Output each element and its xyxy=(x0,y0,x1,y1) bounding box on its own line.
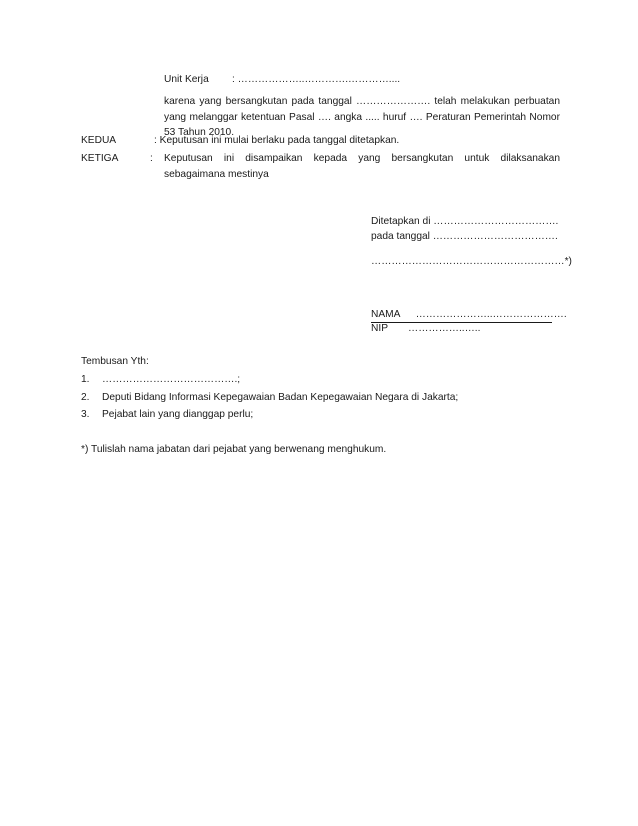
tembusan-item-number: 2. xyxy=(81,392,90,403)
nama-line xyxy=(371,308,567,323)
ditetapkan-line: Ditetapkan di ………………………………. xyxy=(371,216,559,227)
ketiga-label: KETIGA xyxy=(81,153,119,164)
nama-value: …………………..…………………. xyxy=(415,309,567,320)
tembusan-item-text: Pejabat lain yang dianggap perlu; xyxy=(102,409,254,420)
jabatan-line: …………………………………………………*) xyxy=(371,256,572,267)
nama-label: NAMA xyxy=(371,309,400,320)
unit-kerja-value: : ………………..………….………….... xyxy=(232,74,401,85)
nip-value: ……………..….. xyxy=(408,323,481,334)
ketiga-text: Keputusan ini disampaikan kepada yang bersangkutan untuk dilaksanakan sebagaimana mestinya xyxy=(164,153,560,180)
tanggal-line: pada tanggal ………………………………. xyxy=(371,231,558,242)
tembusan-item-text: ………………………………….; xyxy=(102,374,241,385)
tembusan-title: Tembusan Yth: xyxy=(81,356,149,367)
tembusan-item-text: Deputi Bidang Informasi Kepegawaian Badan Kepegawaian Negara di Jakarta; xyxy=(102,392,459,403)
tembusan-item-number: 3. xyxy=(81,409,90,420)
footnote: *) Tulislah nama jabatan dari pejabat yang berwenang menghukum. xyxy=(81,444,387,455)
kedua-text: : Keputusan ini mulai berlaku pada tanggal ditetapkan. xyxy=(154,135,400,146)
nip-label: NIP xyxy=(371,323,388,334)
unit-kerja-label: Unit Kerja xyxy=(164,74,209,85)
ketiga-colon: : xyxy=(150,153,153,164)
violation-paragraph: karena yang bersangkutan pada tanggal …………………. telah melakukan perbuatan yang melanggar ketentuan Pasal …. angka ..... huruf …. Peraturan Pemerintah Nomor 53 Tahun 2010. xyxy=(164,96,560,138)
tembusan-item-number: 1. xyxy=(81,374,90,385)
kedua-label: KEDUA xyxy=(81,135,117,146)
